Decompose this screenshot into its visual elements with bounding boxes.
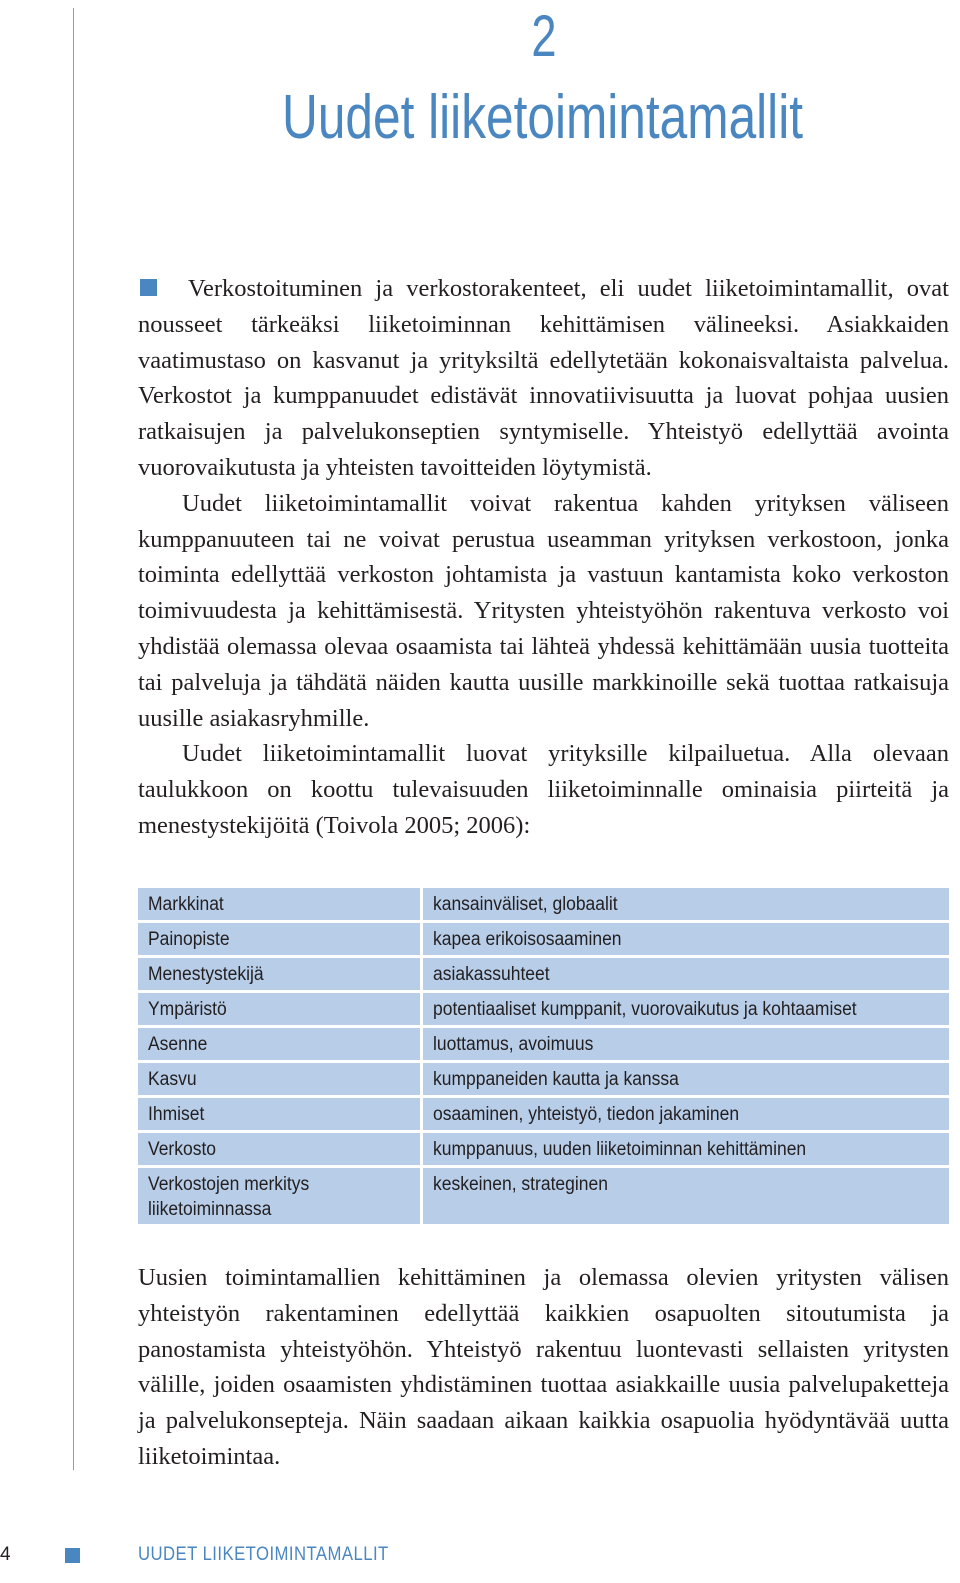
table-cell-value bbox=[423, 1098, 949, 1130]
intro-paragraph-1-text: Verkostoituminen ja verkostorakenteet, eli uudet liiketoimintamallit, ovat nousseet tärkeäksi liiketoiminnan kehittämisen välineeksi. Asiakkaiden vaatimustaso on kasvanut ja yrityksiltä edellytetään kokonaisvaltaista palvelua. Verkostot ja kumppanuudet edistävät innovatiivisuutta ja luovat pohjaa uusien ratkaisujen ja palvelukonseptien syntymiselle. Yhteistyö edellyttää avointa vuorovaikutusta ja yhteisten tavoitteiden löytymistä. bbox=[138, 275, 949, 481]
running-title: UUDET LIIKETOIMINTAMALLIT bbox=[138, 1544, 389, 1565]
table-cell-label bbox=[138, 923, 420, 955]
table-cell-value bbox=[423, 1133, 949, 1165]
table-cell-value bbox=[423, 958, 949, 990]
table-row bbox=[138, 1098, 949, 1130]
table-value-text: osaaminen, yhteistyö, tiedon jakaminen bbox=[433, 1104, 740, 1125]
table-label-text: Ihmiset bbox=[148, 1104, 205, 1125]
square-bullet-icon bbox=[140, 279, 157, 296]
intro-paragraph-3: Uudet liiketoimintamallit luovat yrityksille kilpailuetua. Alla olevaan taulukkoon on koottu tulevaisuuden liiketoiminnalle ominaisia piirteitä ja menestystekijöitä (Toivola 2005; 2006): bbox=[138, 740, 949, 839]
page-number: 4 bbox=[0, 1544, 11, 1565]
table-value-text: kapea erikoisosaaminen bbox=[433, 929, 622, 950]
table-cell-value bbox=[423, 923, 949, 955]
table-row bbox=[138, 993, 949, 1025]
table-cell-label bbox=[138, 1063, 420, 1095]
table-cell-label bbox=[138, 1133, 420, 1165]
chapter-title: Uudet liiketoimintamallit bbox=[282, 83, 803, 152]
table-value-text: kumppanuus, uuden liiketoiminnan kehittäminen bbox=[433, 1139, 807, 1160]
table-value-text: keskeinen, strateginen bbox=[433, 1174, 608, 1195]
table-cell-label bbox=[138, 1168, 420, 1224]
table-cell-label bbox=[138, 888, 420, 920]
margin-rule bbox=[73, 8, 74, 1470]
table-value-text: kansainväliset, globaalit bbox=[433, 894, 618, 915]
table-label-text: Verkosto bbox=[148, 1139, 217, 1160]
table-label-text: Painopiste bbox=[148, 929, 230, 950]
intro-paragraph-2: Uudet liiketoimintamallit voivat rakentua kahden yrityksen väliseen kumppanuuteen tai ne voivat perustua useamman yrityksen verkostoon, jonka toiminta edellyttää verkoston johtamista ja vastuun kantamista koko verkoston toimivuudesta ja kehittämisestä. Yritysten yhteistyöhön rakentuva verkosto voi yhdistää olemassa olevaa osaamista tai lähteä yhdessä kehittämään uusia tuotteita tai palveluja ja tähdätä näiden kautta uusille markkinoille sekä tuottaa ratkaisuja uusille asiakasryhmille. bbox=[138, 489, 949, 732]
table-row bbox=[138, 923, 949, 955]
table-cell-label bbox=[138, 958, 420, 990]
table-cell-value bbox=[423, 1063, 949, 1095]
table-label-text: Verkostojen merkitys liiketoiminnassa bbox=[148, 1174, 310, 1220]
table-row bbox=[138, 1168, 949, 1224]
table-label-text: Markkinat bbox=[148, 894, 224, 915]
table-label-text: Menestystekijä bbox=[148, 964, 264, 985]
table-cell-label bbox=[138, 1098, 420, 1130]
table-cell-value bbox=[423, 1028, 949, 1060]
table-cell-label bbox=[138, 993, 420, 1025]
intro-paragraph-1 bbox=[138, 271, 949, 486]
table-row bbox=[138, 1028, 949, 1060]
success-factors-table bbox=[138, 888, 949, 1227]
table-row bbox=[138, 1063, 949, 1095]
closing-text bbox=[138, 1260, 949, 1475]
table-row bbox=[138, 888, 949, 920]
table-value-text: asiakassuhteet bbox=[433, 964, 550, 985]
table-label-text: Ympäristö bbox=[148, 999, 227, 1020]
intro-text bbox=[138, 271, 949, 844]
table-value-text: potentiaaliset kumppanit, vuorovaikutus ja kohtaamiset bbox=[433, 999, 857, 1020]
table-value-text: luottamus, avoimuus bbox=[433, 1034, 594, 1055]
closing-paragraph: Uusien toimintamallien kehittäminen ja olemassa olevien yritysten välisen yhteistyön rakentaminen edellyttää kaikkien osapuolten sitoutumista ja panostamista yhteistyöhön. Yhteistyö rakentuu luontevasti sellaisten yritysten välille, joiden osaamisten yhdistäminen tuottaa asiakkaille uusia palvelupaketteja ja palvelukonsepteja. Näin saadaan aikaan kaikkia osapuolia hyödyntävää uutta liiketoimintaa. bbox=[138, 1264, 949, 1470]
table-cell-label bbox=[138, 1028, 420, 1060]
table-cell-value bbox=[423, 993, 949, 1025]
table-cell-value bbox=[423, 1168, 949, 1224]
table-label-text: Asenne bbox=[148, 1034, 208, 1055]
chapter-number: 2 bbox=[531, 4, 557, 69]
table-row bbox=[138, 1133, 949, 1165]
table-value-text: kumppaneiden kautta ja kanssa bbox=[433, 1069, 679, 1090]
table-label-text: Kasvu bbox=[148, 1069, 197, 1090]
table-cell-value bbox=[423, 888, 949, 920]
footer-square-icon bbox=[65, 1548, 80, 1563]
table-row bbox=[138, 958, 949, 990]
